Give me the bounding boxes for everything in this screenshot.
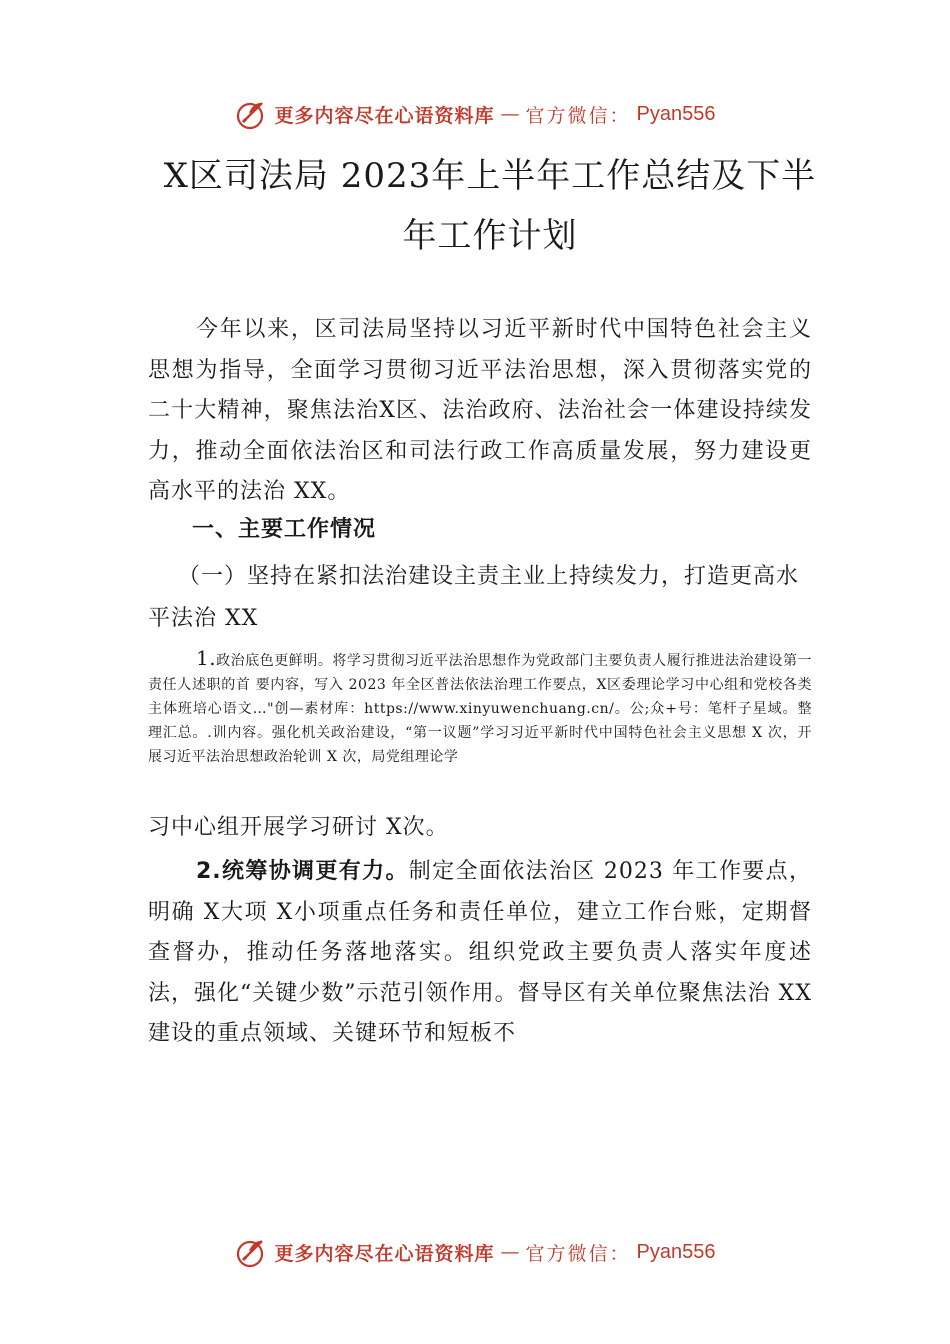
- banner-wechat-id: Pyan556: [636, 1240, 716, 1263]
- footer-banner-content: [235, 1235, 716, 1269]
- item-2-lead: 2.统筹协调更有力。: [196, 859, 409, 884]
- item-1-paragraph: [148, 646, 812, 769]
- intro-paragraph: 今年以来，区司法局坚持以习近平新时代中国特色社会主义思想为指导，全面学习贯彻习近平法治思想，深入贯彻落实党的二十大精神，聚焦法治X区、法治政府、法治社会一体建设持续发力，推动全面依法治区和司法行政工作高质量发展，努力建设更高水平的法治 XX。: [148, 317, 812, 504]
- document-title-line-1: X区司法局 2023年上半年工作总结及下半: [163, 156, 817, 196]
- header-banner: [0, 94, 950, 134]
- quill-logo-icon: [235, 97, 269, 131]
- item-2-text: 制定全面依法治区 2023 年工作要点，明确 X大项 X小项重点任务和责任单位，建立工作台账，定期督查督办，推动任务落地落实。组织党政主要负责人落实年度述法，强化“关键少数”示范引领作用。督导区有关单位聚焦法治 XX建设的重点领域、关键环节和短板不: [148, 859, 812, 1046]
- item-1-continuation: 习中心组开展学习研讨 X次。: [148, 815, 449, 840]
- banner-slogan: 更多内容尽在心语资料库: [274, 1242, 495, 1265]
- header-banner-content: [235, 97, 716, 131]
- item-1-number: 1.: [196, 646, 217, 670]
- banner-slogan: 更多内容尽在心语资料库: [274, 104, 495, 127]
- subsection-heading: （一）坚持在紧扣法治建设主责主业上持续发力，打造更高水平法治 XX: [148, 564, 800, 631]
- banner-dash: —: [500, 1241, 520, 1263]
- banner-dash: —: [500, 103, 520, 125]
- quill-logo-icon: [235, 1235, 269, 1269]
- item-2-paragraph: [148, 852, 812, 1055]
- footer-banner: [0, 1232, 950, 1272]
- item-1-text: 政治底色更鲜明。将学习贯彻习近平法治思想作为党政部门主要负责人履行推进法治建设第一责任人述职的首 要内容，写入 2023 年全区普法依法治理工作要点，X区委理论学习中心组和党校各类主体班培心语文…"创—素材库：https://www.xinyuwenchuang.cn/。公;众+号：笔杆子星域。整理汇总。.训内容。强化机关政治建设，“第一议题”学习习近平新时代中国特色社会主义思想 X 次，开展习近平法治思想政治轮训 X 次，局党组理论学: [148, 653, 812, 765]
- document-title-line-2: 年工作计划: [402, 216, 578, 256]
- banner-wechat-id: Pyan556: [636, 102, 716, 125]
- banner-contact-label: 官方微信：: [525, 1242, 631, 1265]
- section-heading: 一、主要工作情况: [192, 517, 377, 542]
- banner-contact-label: 官方微信：: [525, 104, 631, 127]
